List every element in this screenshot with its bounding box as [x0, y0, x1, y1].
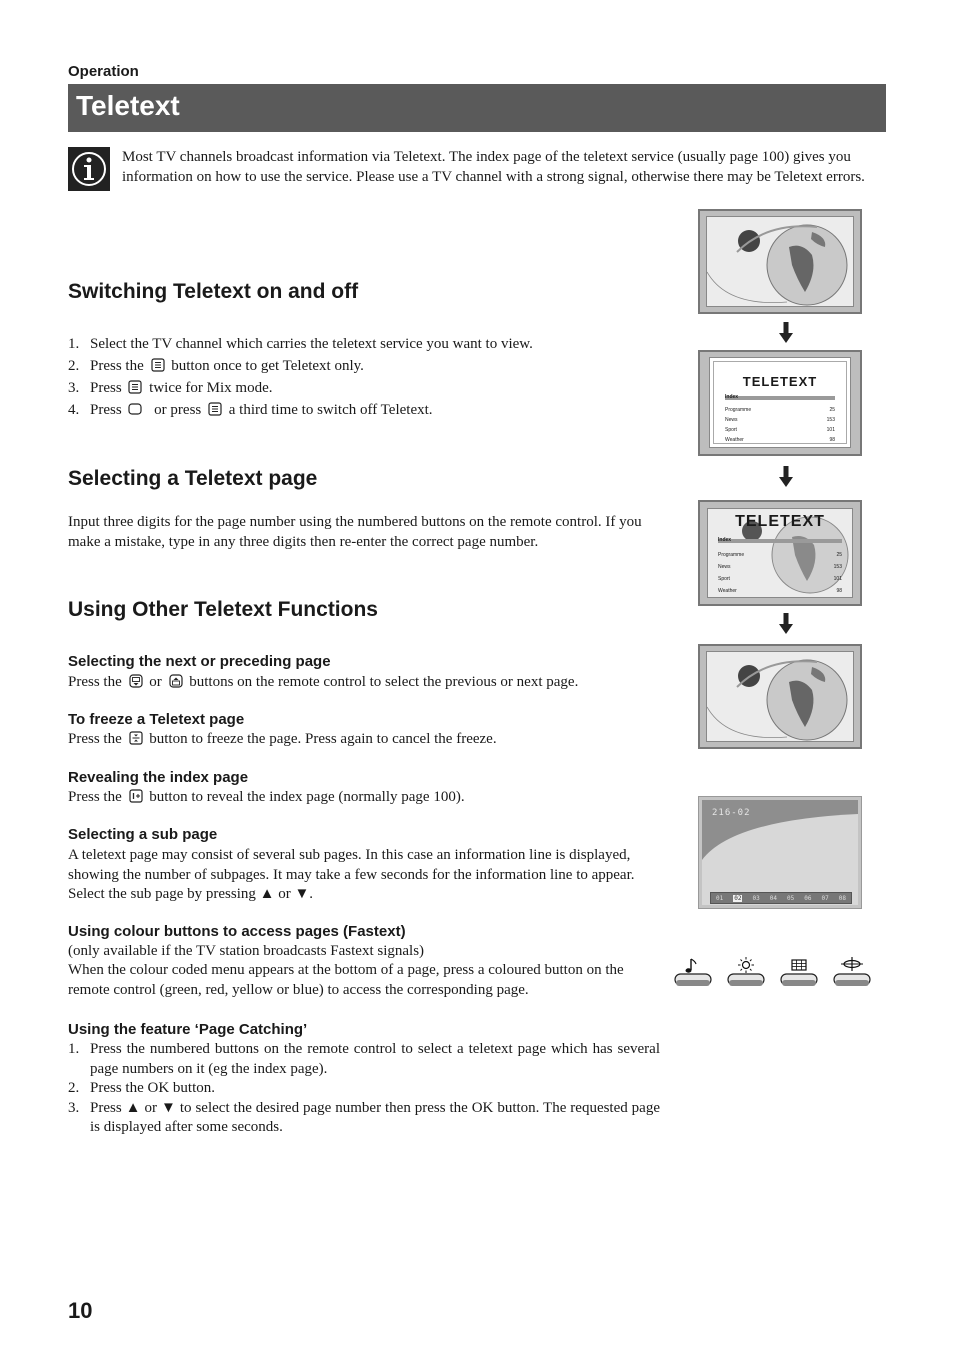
- fastext-button-red: [726, 955, 766, 991]
- list-item: Weather 98: [725, 437, 835, 443]
- list-item: Programme 25: [718, 552, 842, 558]
- teletext-button-icon: [151, 358, 165, 372]
- teletext-button-icon: [208, 402, 222, 416]
- list-item: 4. Press or press a third time to switch off Teletext.: [68, 402, 433, 418]
- subheading-fastext: Using colour buttons to access pages (Fastext): [68, 923, 406, 940]
- subpage-text: A teletext page may consist of several sub pages. In this case an information line is displayed, showing the number of subpages. It may take a few seconds for the information line to appear. Select the sub page by pressing ▲ or ▼.: [68, 847, 635, 902]
- tv-picture-panel: [698, 644, 862, 749]
- subpage-number-item: 03: [752, 894, 760, 902]
- satellite-icon: [832, 955, 872, 991]
- index-label: Index: [725, 394, 739, 400]
- heading-selecting: Selecting a Teletext page: [68, 467, 318, 490]
- fastext-button-green: [673, 955, 713, 991]
- intro-text: Most TV channels broadcast information via Teletext. The index page of the teletext service (usually page 100) gives you information on how to use the service. Please use a TV channel with a strong signal, otherwise there may be Teletext errors.: [122, 149, 865, 185]
- next-prev-text: Press the or buttons on the remote control to select the previous or next page.: [68, 674, 579, 690]
- page-up-button-icon: [169, 674, 183, 688]
- subpage-info-line: [710, 892, 852, 904]
- list-item: Sport 101: [718, 576, 842, 582]
- heading-other: Using Other Teletext Functions: [68, 598, 378, 621]
- subpage-number-item: 01: [716, 894, 724, 902]
- list-item: Weather 98: [718, 588, 842, 594]
- list-item: News 153: [718, 564, 842, 570]
- subpage-number: 216-02: [712, 808, 751, 818]
- teletext-button-icon: [128, 380, 142, 394]
- subpage-number-item: 02: [734, 894, 742, 902]
- fastext-button-yellow: [779, 955, 819, 991]
- fastext-note: (only available if the TV station broadcasts Fastext signals): [68, 943, 425, 959]
- index-label: Index: [718, 537, 732, 543]
- list-item: 3. Press twice for Mix mode.: [68, 380, 273, 396]
- subpage-number-item: 04: [769, 894, 777, 902]
- arrow-down-icon: [778, 322, 794, 344]
- heading-switching: Switching Teletext on and off: [68, 280, 359, 303]
- list-item: Programme 25: [725, 407, 835, 413]
- subheading-next-prev: Selecting the next or preceding page: [68, 653, 331, 670]
- page-down-button-icon: [129, 674, 143, 688]
- fastext-text: When the colour coded menu appears at the bottom of a page, press a coloured button on the remote control (green, red, yellow or blue) to access the corresponding page.: [68, 962, 624, 998]
- list-item: 2. Press the OK button.: [68, 1080, 215, 1096]
- subpage-number-item: 08: [838, 894, 846, 902]
- subheading-freeze: To freeze a Teletext page: [68, 711, 245, 728]
- teletext-index-list: [718, 549, 842, 597]
- section-label: Operation: [68, 63, 139, 80]
- fastext-button-blue: [832, 955, 872, 991]
- subpage-number-item: 05: [787, 894, 795, 902]
- globe-illustration: [707, 652, 854, 742]
- index-button-icon: [129, 789, 143, 803]
- subpage-number-item: 07: [821, 894, 829, 902]
- catching-steps: [68, 1040, 660, 1138]
- teletext-only-panel: [698, 350, 862, 456]
- page-number: 10: [68, 1298, 93, 1323]
- subheading-reveal: Revealing the index page: [68, 769, 249, 786]
- freeze-text: Press the button to freeze the page. Press again to cancel the freeze.: [68, 731, 497, 747]
- mix-mode-panel: [698, 500, 862, 606]
- reveal-text: Press the button to reveal the index page (normally page 100).: [68, 789, 465, 805]
- list-item: News 153: [725, 417, 835, 423]
- subpage-number-item: 06: [804, 894, 812, 902]
- music-note-icon: [673, 955, 713, 991]
- list-item: Sport 101: [725, 427, 835, 433]
- tv-picture-panel: [698, 209, 862, 314]
- switching-steps: [68, 335, 660, 423]
- info-icon: [68, 147, 110, 191]
- list-item: 1. Select the TV channel which carries the teletext service you want to view.: [68, 336, 533, 352]
- teletext-logo: TELETEXT: [742, 374, 818, 389]
- subheading-subpage: Selecting a sub page: [68, 826, 218, 843]
- title-bar: [68, 84, 886, 132]
- list-item: 1. Press the numbered buttons on the remote control to select a teletext page which has several page numbers on it (eg the index page).: [68, 1041, 660, 1077]
- tv-button-icon: [128, 402, 142, 416]
- selecting-text: Input three digits for the page number using the numbered buttons on the remote control. If you make a mistake, type in any three digits then re-enter the correct page number.: [68, 514, 642, 550]
- teletext-index-list: [725, 405, 835, 445]
- list-item: 3. Press ▲ or ▼ to select the desired page number then press the OK button. The requested page is displayed after some seconds.: [68, 1099, 660, 1135]
- page-title: Teletext: [76, 90, 180, 121]
- teletext-logo: TELETEXT: [735, 513, 825, 530]
- grid-screen-icon: [779, 955, 819, 991]
- globe-illustration: [707, 217, 854, 307]
- arrow-down-icon: [778, 613, 794, 635]
- arrow-down-icon: [778, 466, 794, 488]
- subpage-panel: [698, 796, 862, 909]
- list-item: 2. Press the button once to get Teletext only.: [68, 358, 364, 374]
- sun-icon: [726, 955, 766, 991]
- hold-button-icon: [129, 731, 143, 745]
- subheading-catching: Using the feature ‘Page Catching’: [68, 1021, 308, 1038]
